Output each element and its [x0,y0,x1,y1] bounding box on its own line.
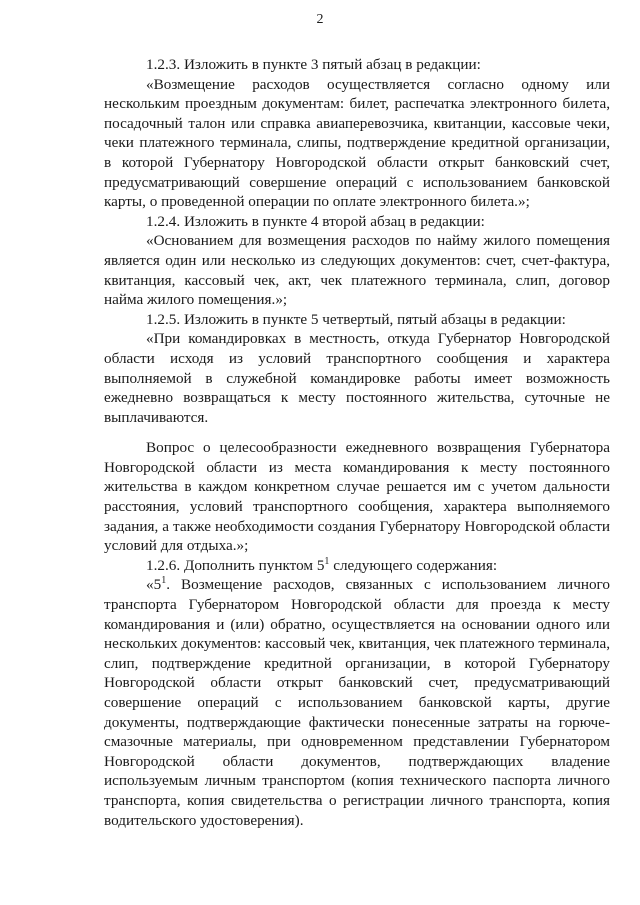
paragraph-1-2-6-pre: 1.2.6. Дополнить пунктом 5 [146,556,325,574]
superscript-1: 1 [324,555,330,567]
paragraph-daily-return: Вопрос о целесообразности ежедневного возвращения Губернатора Новгородской области из места командирования к месту постоянного жительства в каждом конкретном случае решается им с учетом дальности расстояния, условий транспортного сообщения, характера выполняемого задания, а также необходимости создания Губернатору Новгородской области условий для отдыха.»; [104,439,610,555]
superscript-1: 1 [161,575,167,587]
paragraph-quote-daily-allowance: «При командировках в местность, откуда Губернатор Новгородской области исходя из условий транспортного сообщения и характера выполняемой в служебной командировке работы имеет возможность ежедневно возвращаться к месту постоянного жительства, суточные не выплачиваются. [104,330,610,426]
paragraph-1-2-3: 1.2.3. Изложить в пункте 3 пятый абзац в редакции: [146,56,481,73]
page-number: 2 [316,12,324,27]
paragraph-1-2-6 [104,556,610,576]
paragraph-1-2-4: 1.2.4. Изложить в пункте 4 второй абзац в редакции: [146,212,485,230]
paragraph-5-1-pre: «5 [146,576,162,594]
document-body [104,55,610,830]
paragraph-quote-personal-transport [104,575,610,830]
paragraph-gap [104,427,610,438]
paragraph-1-2-5: 1.2.5. Изложить в пункте 5 четвертый, пятый абзацы в редакции: [146,310,566,328]
paragraph-1-2-6-post: следующего содержания: [329,556,498,574]
paragraph-5-1-post: . Возмещение расходов, связанных с использованием личного транспорта Губернатором Новгородской области для проезда к месту командирования и (или) обратно, осуществляется на основании одного или нескольких документов: кассовый чек, квитанция, чек платежного терминала, слип, подтверждение кредитной организации, в которой Губернатору Новгородской области открыт банковский счет, предусматривающий совершение операций с использованием банковской карты, другие документы, подтверждающие фактически понесенные затраты на горючесмазочные материалы, при одновременном представлении Губернатором Новгородской области документов, подтверждающих владение используемым личным транспортом (копия технического паспорта личного транспорта, копия свидетельства о регистрации личного транспорта, копия водительского удостоверения). [104,576,610,829]
paragraph-quote-housing-docs: «Основанием для возмещения расходов по найму жилого помещения является один или несколько из следующих документов: счет, счет-фактура, квитанция, кассовый чек, акт, чек платежного терминала, слип, договор найма жилого помещения.»; [104,232,610,309]
paragraph-quote-expenses-travel-docs: «Возмещение расходов осуществляется согласно одному или нескольким проездным документам: билет, распечатка электронного билета, посадочный талон или справка авиаперевозчика, квитанции, кассовые чеки, чеки платежного терминала, слипы, подтверждение кредитной организации, в которой Губернатору Новгородской области открыт банковский счет, предусматривающий совершение операций с использованием банковской карты, о проведенной операции по оплате электронного билета.»; [104,75,610,211]
